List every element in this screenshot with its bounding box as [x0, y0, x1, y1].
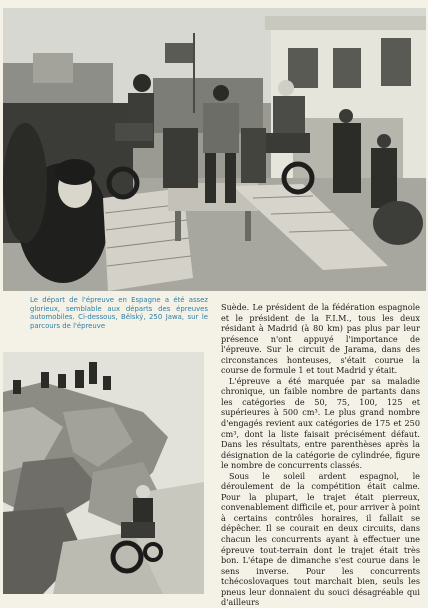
- photo-rider-rocks: [3, 352, 204, 594]
- photo-start-ramp: [3, 8, 426, 291]
- article-text: [221, 302, 420, 608]
- article-paragraph-1: Suède. Le président de la fédération espagnole et le président de la F.I.M., tous les deux résidant à Madrid (à 80 km) pas plus par leur présence n'ont appuyé l'importance de l'épreuve. Sur le circuit de Jarama, dans des circonstances honteuses, s'était courue la course de formule 1 et tout Madrid y était.: [221, 302, 420, 376]
- article-paragraph-3: Sous le soleil ardent espagnol, le déroulement de la compétition était calme. Pour la plupart, le trajet était pierreux, convenablement difficile et, pour arriver à point à certains contrôles horaires, il fallait se dépêcher. Il se courait en deux circuits, dans chacun les concurrents ayant à effectuer une épreuve tout-terrain dont le trajet était très bon. L'étape de dimanche s'est courue dans le sens inverse. Pour les concurrents tchécoslovaques tout marchait bien, seuls les pneus leur donnaient du souci désagréable qui d'ailleurs: [221, 470, 420, 608]
- photo-caption: Le départ de l'épreuve en Espagne a été assez glorieux, semblable aux départs des épreuves automobiles. Ci-dessous, Bělský, 250 Jawa, sur le parcours de l'épreuve: [30, 296, 208, 330]
- article-paragraph-2: L'épreuve a été marquée par sa maladie chronique, un faible nombre de partants dans les catégories de 50, 75, 100, 125 et supérieures à 500 cm³. Le plus grand nombre d'engagés revient aux catégories de 175 et 250 cm³, dont la liste faisait précisément défaut. Dans les résultats, entre parenthèses après la désignation de la catégorie de cylindrée, figure le nombre de concurrents classés.: [221, 375, 420, 471]
